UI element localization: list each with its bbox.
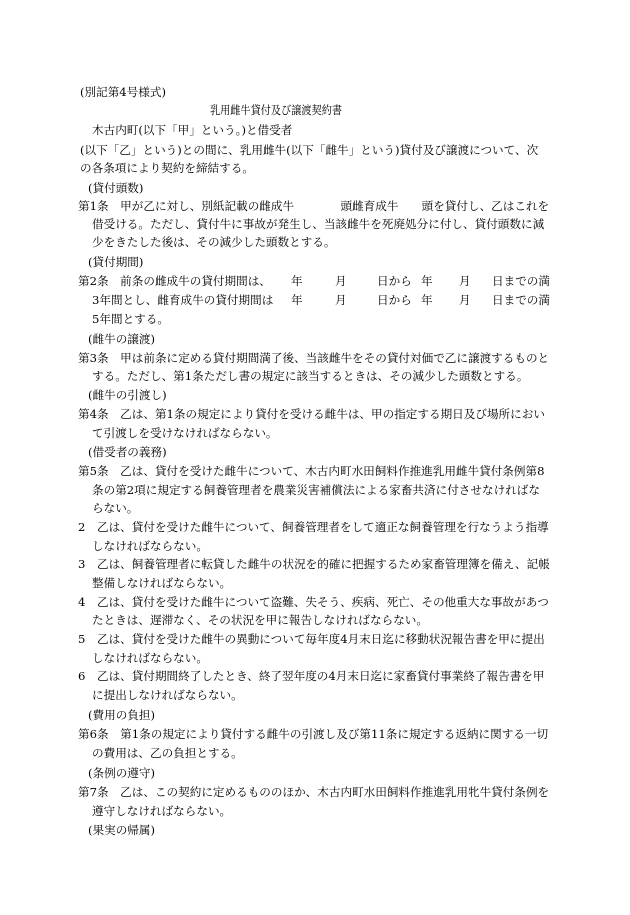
article-1-line-1: 第1条 甲が乙に対し、別紙記載の雌成牛 頭雌育成牛 頭を貸付し、乙はこれを (78, 199, 550, 213)
article-5-line-2: 条の第2項に規定する飼養管理者を農業災害補償法による家畜共済に付させなければな (92, 483, 540, 497)
article-1-line-3: 少をきたした後は、その減少した頭数とする。 (92, 235, 336, 249)
article-2-line-3: 5年間とする。 (92, 312, 169, 326)
intro-line-3: の各条項により契約を締結する。 (80, 161, 254, 175)
heading-transfer: (雌牛の譲渡) (88, 332, 156, 346)
paragraph-2-line-1: 2 乙は、貸付を受けた雌牛について、飼養管理者をして適正な飼養管理を行なうよう指導 (78, 520, 549, 534)
article-7-line-1: 第7条 乙は、この契約に定めるもののほか、木古内町水田飼料作推進乳用牝牛貸付条例を (78, 785, 550, 799)
year-blank: 年 (291, 274, 303, 288)
article-2-line-2-text: 3年間とし、雌育成牛の貸付期間は (92, 293, 274, 307)
article-7-line-2: 遵守しなければならない。 (92, 804, 232, 818)
month-blank: 月 (335, 274, 347, 288)
month-blank: 月 (459, 293, 471, 307)
heading-expenses: (費用の負担) (88, 708, 156, 722)
article-6-line-2: の費用は、乙の負担とする。 (92, 746, 243, 760)
paragraph-5-line-2: しなければならない。 (92, 651, 208, 665)
heading-lending-count: (貸付頭数) (88, 181, 144, 195)
paragraph-3-line-2: 整備しなければならない。 (92, 576, 232, 590)
paragraph-3-line-1: 3 乙は、飼養管理者に転貸した雌牛の状況を的確に把握するため家畜管理簿を備え、記帳 (78, 557, 550, 571)
heading-lending-period: (貸付期間) (88, 255, 144, 269)
day-until-blank: 日までの満 (492, 274, 550, 288)
article-6-line-1: 第6条 第1条の規定により貸付する雌牛の引渡し及び第11条に規定する返納に関する一切 (78, 727, 549, 741)
article-5-line-3: らない。 (92, 501, 139, 515)
heading-obligations: (借受者の義務) (88, 445, 167, 459)
intro-line-1: 木古内町(以下「甲」という。)と借受者 (92, 123, 293, 137)
article-3-line-1: 第3条 甲は前条に定める貸付期間満了後、当該雌牛をその貸付対価で乙に譲渡するものと (78, 351, 550, 365)
paragraph-5-line-1: 5 乙は、貸付を受けた雌牛の異動について毎年度4月末日迄に移動状況報告書を甲に提出 (78, 632, 545, 646)
form-label: (別記第4号様式) (80, 85, 166, 99)
day-from-blank: 日から (377, 293, 412, 307)
heading-compliance: (条例の遵守) (88, 766, 156, 780)
article-5-line-1: 第5条 乙は、貸付を受けた雌牛について、木古内町水田飼料作推進乳用雌牛貸付条例第8 (78, 464, 545, 478)
month-blank: 月 (459, 274, 471, 288)
paragraph-6-line-1: 6 乙は、貸付期間終了したとき、終了翌年度の4月末日迄に家畜貸付事業終了報告書を甲 (78, 669, 545, 683)
month-blank: 月 (335, 293, 347, 307)
intro-line-2: (以下「乙」という)との間に、乳用雌牛(以下「雌牛」という)貸付及び譲渡について、次 (80, 143, 539, 157)
paragraph-4-line-2: たときは、遅滞なく、その状況を甲に報告しなければならない。 (92, 613, 428, 627)
day-from-blank: 日から (377, 274, 412, 288)
article-3-line-2: する。ただし、第1条ただし書の規定に該当するときは、その減少した頭数とする。 (92, 369, 529, 383)
article-2-line-1-text: 第2条 前条の雌成牛の貸付期間は、 (78, 274, 271, 288)
paragraph-2-line-2: しなければならない。 (92, 539, 208, 553)
article-4-line-1: 第4条 乙は、第1条の規定により貸付を受ける雌牛は、甲の指定する期日及び場所におい (78, 407, 545, 421)
document-title: 乳用雌牛貸付及び譲渡契約書 (209, 103, 343, 117)
heading-delivery: (雌牛の引渡し) (88, 388, 167, 402)
article-1-line-2: 借受ける。ただし、貸付牛に事故が発生し、当該雌牛を死廃処分に付し、貸付頭数に減 (92, 217, 545, 231)
year-blank: 年 (421, 274, 433, 288)
day-until-blank: 日までの満 (492, 293, 550, 307)
article-4-line-2: て引渡しを受けなければならない。 (92, 426, 278, 440)
heading-fruits: (果実の帰属) (88, 823, 156, 837)
paragraph-4-line-1: 4 乙は、貸付を受けた雌牛について盗難、失そう、疾病、死亡、その他重大な事故があつ (78, 595, 549, 609)
year-blank: 年 (291, 293, 303, 307)
paragraph-6-line-2: に提出しなければならない。 (92, 688, 243, 702)
year-blank: 年 (421, 293, 433, 307)
